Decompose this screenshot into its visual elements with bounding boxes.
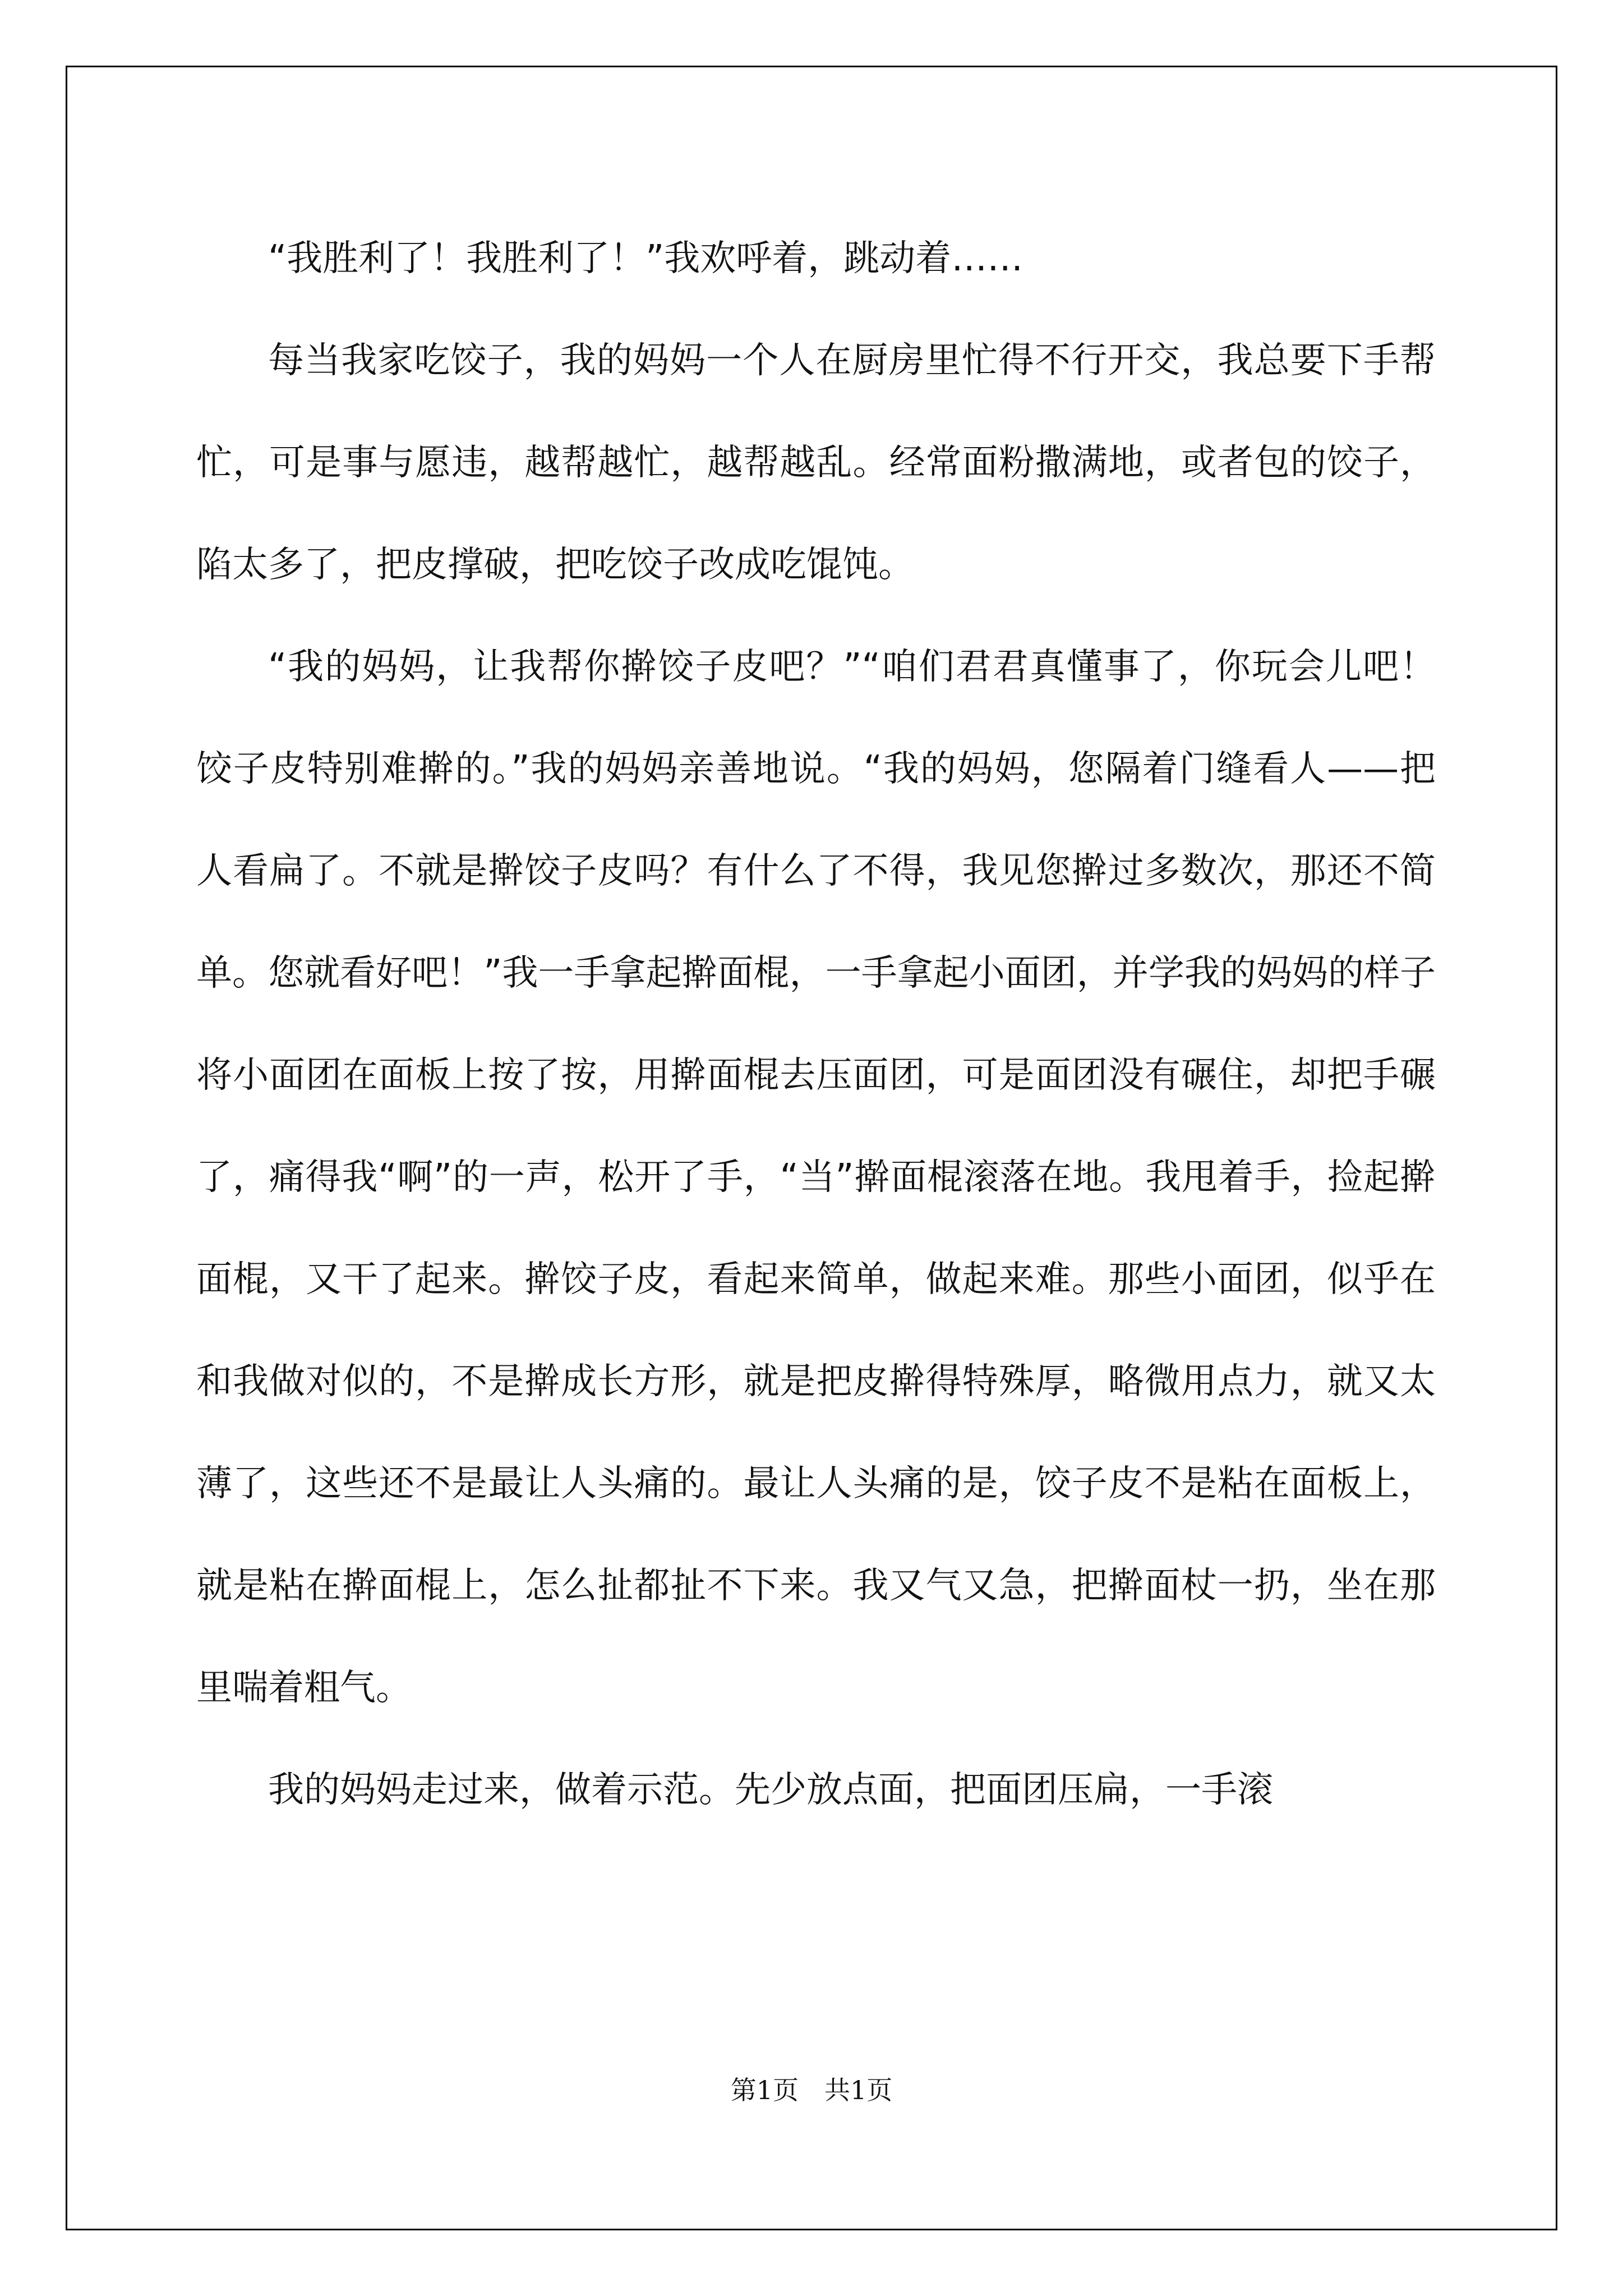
page-footer	[0, 2073, 1623, 2107]
page-number: 第1页	[730, 2075, 799, 2105]
document-body	[196, 208, 1436, 1841]
paragraph-4: 我的妈妈走过来，做着示范。先少放点面，把面团压扁，一手滚	[268, 1769, 1273, 1811]
paragraph-3: “我的妈妈，让我帮你擀饺子皮吧？”“咱们君君真懂事了，你玩会儿吧！饺子皮特别难擀的。”我的妈妈亲善地说。“我的妈妈，您隔着门缝看人——把人看扁了。不就是擀饺子皮吗？有什么了不得，我见您擀过多数次，那还不简单。您就看好吧！”我一手拿起擀面棍，一手拿起小面团，并学我的妈妈的样子将小面团在面板上按了按，用擀面棍去压面团，可是面团没有碾住，却把手碾了，痛得我“啊”的一声，松开了手，“当”擀面棍滚落在地。我甩着手，捡起擀面棍，又干了起来。擀饺子皮，看起来简单，做起来难。那些小面团，似乎在和我做对似的，不是擀成长方形，就是把皮擀得特殊厚，略微用点力，就又太薄了，这些还不是最让人头痛的。最让人头痛的是，饺子皮不是粘在面板上，就是粘在擀面棍上，怎么扯都扯不下来。我又气又急，把擀面杖一扔，坐在那里喘着粗气。	[196, 646, 1436, 1709]
page-total: 共1页	[824, 2075, 893, 2105]
paragraph-2: 每当我家吃饺子，我的妈妈一个人在厨房里忙得不行开交，我总要下手帮忙，可是事与愿违，越帮越忙，越帮越乱。经常面粉撒满地，或者包的饺子，陷太多了，把皮撑破，把吃饺子改成吃馄饨。	[196, 340, 1436, 586]
paragraph-1: “我胜利了！我胜利了！”我欢呼着，跳动着……	[268, 238, 1023, 279]
